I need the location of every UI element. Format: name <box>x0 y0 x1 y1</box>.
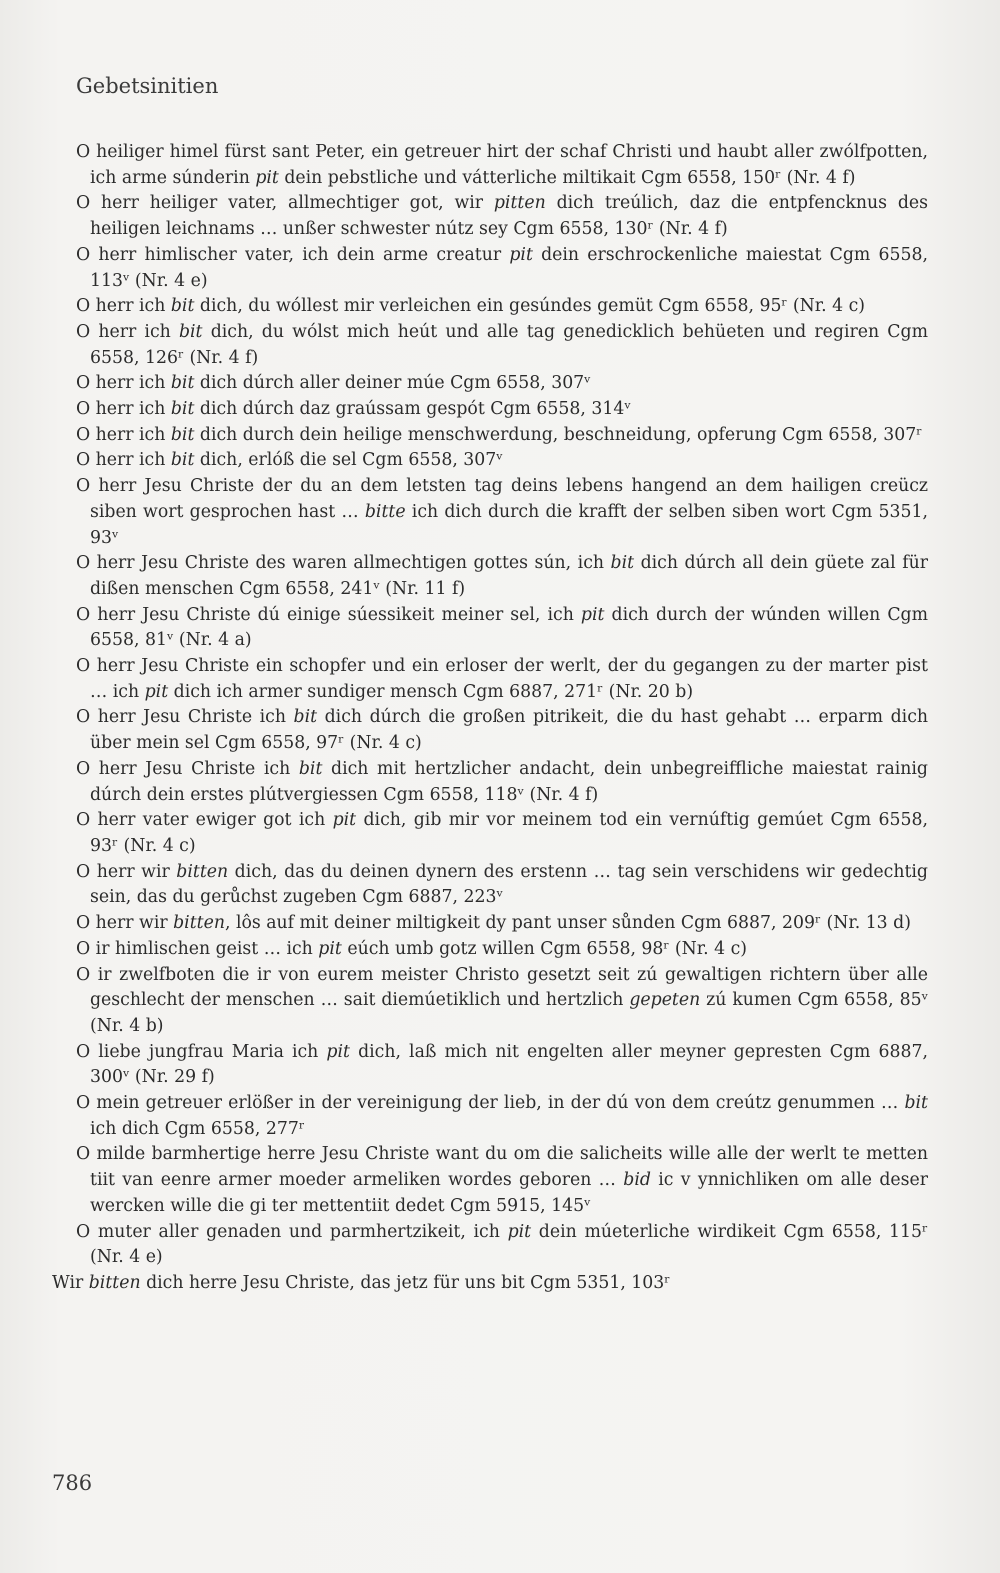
list-item: Wir bitten dich herre Jesu Christe, das jetz für uns bit Cgm 5351, 103ʳ <box>52 1272 671 1293</box>
list-item: O herr heiliger vater, allmechtiger got, wir pitten dich treúlich, daz die entpfencknus des heiligen leichnams … unßer schwester nútz sey Cgm 6558, 130ʳ (Nr. 4 f) <box>76 193 928 240</box>
list-item: O herr wir bitten dich, das du deinen dynern des erstenn … tag sein verschidens wir gedechtig sein, das du gerůchst zugeben Cgm 6887, 223ᵛ <box>76 861 928 908</box>
list-item: O herr Jesu Christe dú einige súessikeit meiner sel, ich pit dich durch der wúnden willen Cgm 6558, 81ᵛ (Nr. 4 a) <box>76 604 928 651</box>
list-item: O herr wir bitten, lôs auf mit deiner miltigkeit dy pant unser sůnden Cgm 6887, 209ʳ (Nr. 13 d) <box>76 913 911 934</box>
list-item: O herr himlischer vater, ich dein arme creatur pit dein erschrockenliche maiestat Cgm 6558, 113ᵛ (Nr. 4 e) <box>76 244 928 291</box>
list-item: O milde barmhertige herre Jesu Christe want du om die salicheits wille alle der werlt te metten tiit van eenre armer moeder armeliken wordes geboren … bid ic v ynnichliken om alle deser wercken wille die gi ter mettentiit dedet Cgm 5915, 145ᵛ <box>76 1144 928 1216</box>
list-item: O heiliger himel fürst sant Peter, ein getreuer hirt der schaf Christi und haubt aller zwólfpotten, ich arme súnderin pit dein pebstliche und vátterliche miltikait Cgm 6558, 150ʳ (Nr. 4 f) <box>76 142 928 188</box>
list-item: O herr vater ewiger got ich pit dich, gib mir vor meinem tod ein vernúftig gemúet Cgm 6558, 93ʳ (Nr. 4 c) <box>76 810 929 856</box>
list-item: O herr Jesu Christe ich bit dich dúrch die großen pitrikeit, die du hast gehabt … erparm dich über mein sel Cgm 6558, 97ʳ (Nr. 4 c) <box>76 707 929 754</box>
list-item: O herr Jesu Christe des waren allmechtigen gottes sún, ich bit dich dúrch all dein güete zal für dißen menschen Cgm 6558, 241ᵛ (Nr. 11 f) <box>76 553 928 599</box>
list-item: O muter aller genaden und parmhertzikeit, ich pit dein múeterliche wirdikeit Cgm 6558, 115ʳ (Nr. 4 e) <box>76 1221 929 1268</box>
list-item: O herr ich bit dich, erlóß die sel Cgm 6558, 307ᵛ <box>76 450 503 471</box>
list-item: O herr ich bit dich durch dein heilige menschwerdung, beschneidung, opferung Cgm 6558, 307ʳ <box>76 424 923 445</box>
list-item: O ir zwelfboten die ir von eurem meister Christo gesetzt seit zú gewaltigen richtern über alle geschlecht der menschen … sait diemúetiklich und hertzlich gepeten zú kumen Cgm 6558, 85ᵛ (Nr. 4 b) <box>76 964 929 1036</box>
page-number: 786 <box>52 1471 93 1495</box>
list-item: O herr ich bit dich, du wóllest mir verleichen ein gesúndes gemüt Cgm 6558, 95ʳ (Nr. 4 c) <box>76 296 866 317</box>
list-item: O herr ich bit dich, du wólst mich heút und alle tag genedicklich behüeten und regiren Cgm 6558, 126ʳ (Nr. 4 f) <box>76 321 928 368</box>
list-item: O mein getreuer erlößer in der vereinigung der lieb, in der dú von dem creútz genummen … bit ich dich Cgm 6558, 277ʳ <box>76 1093 928 1139</box>
list-item: O ir himlischen geist … ich pit eúch umb gotz willen Cgm 6558, 98ʳ (Nr. 4 c) <box>76 938 748 959</box>
list-item: O herr ich bit dich dúrch daz graússam gespót Cgm 6558, 314ᵛ <box>76 399 631 420</box>
list-item: O liebe jungfrau Maria ich pit dich, laß mich nit engelten aller meyner gepresten Cgm 6887, 300ᵛ (Nr. 29 f) <box>76 1041 928 1088</box>
list-item: O herr Jesu Christe der du an dem letsten tag deins lebens hangend an dem hailigen creücz siben wort gesprochen hast … bitte ich dich durch die krafft der selben siben wort Cgm 5351, 93ᵛ <box>76 476 928 548</box>
list-item: O herr Jesu Christe ich bit dich mit hertzlicher andacht, dein unbegreiffliche maiestat rainig dúrch dein erstes plútvergiessen Cgm 6558, 118ᵛ (Nr. 4 f) <box>76 758 928 805</box>
list-item: O herr ich bit dich dúrch aller deiner múe Cgm 6558, 307ᵛ <box>76 373 591 394</box>
list-item: O herr Jesu Christe ein schopfer und ein erloser der werlt, der du gegangen zu der marter pist … ich pit dich ich armer sundiger mensch Cgm 6887, 271ʳ (Nr. 20 b) <box>76 656 928 702</box>
running-header: Gebetsinitien <box>76 74 219 98</box>
prayer-incipit-list <box>52 140 928 1297</box>
